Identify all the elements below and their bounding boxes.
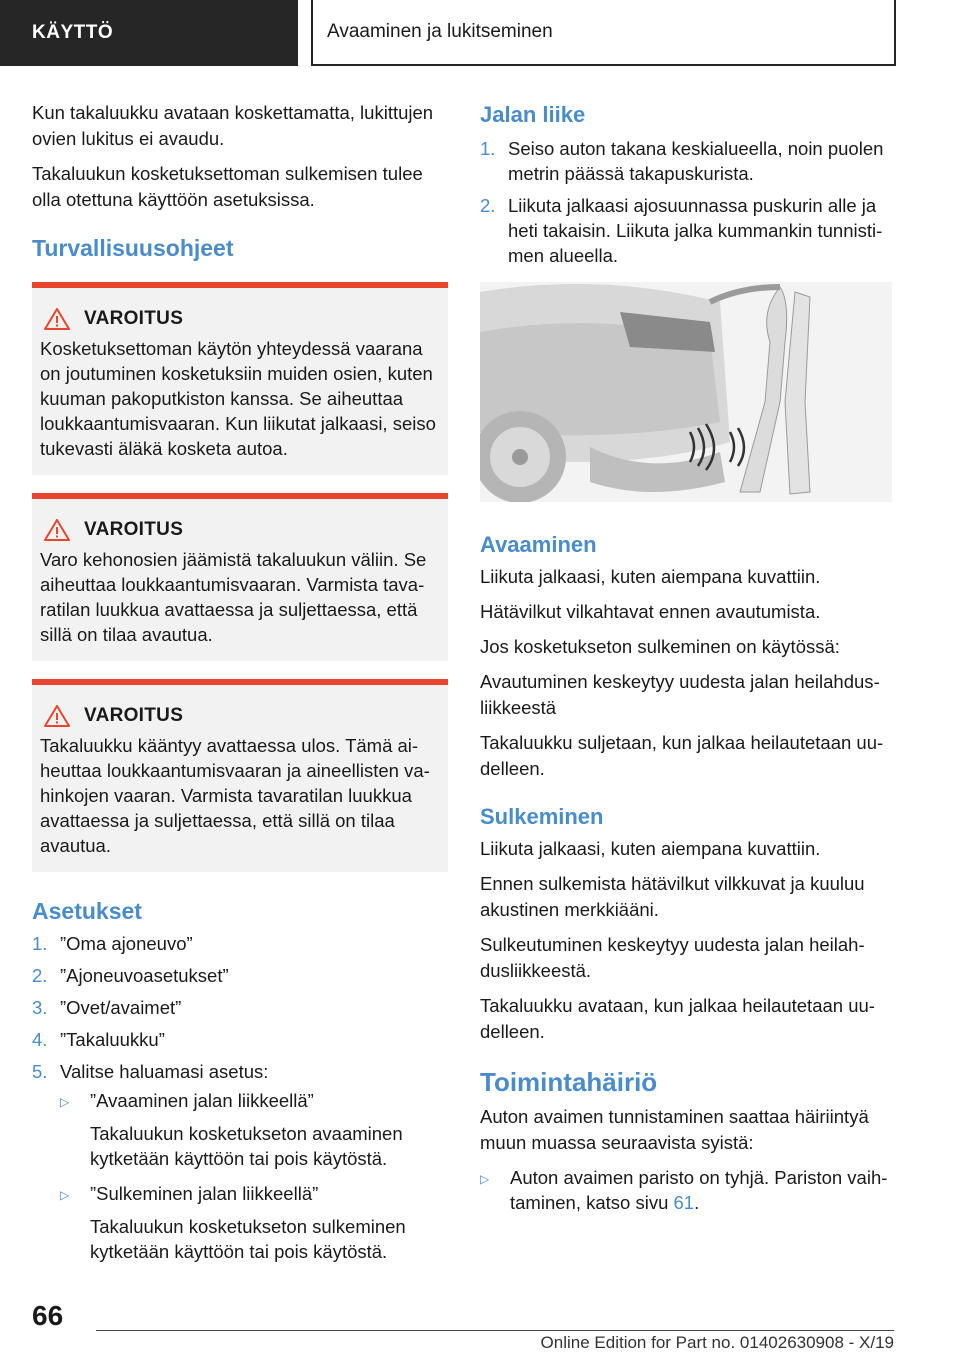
list-item: 2. Liikuta jalkaasi ajosuunnassa puskurin alle ja heti takaisin. Liikuta jalka kummankin tunnistimen alueella. <box>480 195 883 266</box>
list-item: 5. Valitse haluamasi asetus: ▷ ”Avaaminen jalan liikkeellä” Takaluukun kosketukseton avaaminen kytketään käyttöön tai pois käytöstä. ▷ ”Sulkeminen jalan liikkeellä” Takaluukun kosketukseton sulkeminen kytketään käyttöön tai pois käytöstä. <box>32 1059 448 1271</box>
chapter-title-box <box>311 0 896 66</box>
malfunction-heading: Toimintahäiriö <box>480 1067 658 1097</box>
warning-title: VAROITUS <box>84 519 184 540</box>
foot-movement-heading: Jalan liike <box>480 102 586 127</box>
warning-text: Takaluukku kääntyy avattaessa ulos. Tämä aiheuttaa loukkaantumisvaaran ja aineellisten vahinkojen vaaran. Varmista tavaratilan luukkua avattaessa ja suljettaessa, että sillä on tilaa avautua. <box>40 735 430 856</box>
safety-heading: Turvallisuusohjeet <box>32 235 234 261</box>
page-link[interactable]: 61 <box>673 1192 695 1213</box>
closing-paragraph: Liikuta jalkaasi, kuten aiempana kuvattiin. <box>480 838 821 859</box>
closing-paragraph: Takaluukku avataan, kun jalkaa heilautetaan uudelleen. <box>480 995 875 1042</box>
kick-sensor-illustration <box>480 282 892 502</box>
list-item: 1. ”Oma ajoneuvo” <box>32 933 193 954</box>
triangle-bullet-icon: ▷ <box>60 1188 70 1202</box>
warning-triangle-icon <box>44 308 70 330</box>
opening-heading: Avaaminen <box>480 532 597 557</box>
warning-triangle-icon <box>44 519 70 541</box>
option-item: ▷ ”Sulkeminen jalan liikkeellä” Takaluukun kosketukseton sulkeminen kytketään käyttöön tai pois käytöstä. <box>60 1183 406 1262</box>
warning-title: VAROITUS <box>84 308 184 329</box>
list-item: 4. ”Takaluukku” <box>32 1029 165 1050</box>
warning-box-3 <box>32 679 448 872</box>
opening-paragraph: Takaluukku suljetaan, kun jalkaa heilautetaan uudelleen. <box>480 732 884 779</box>
warning-box-2 <box>32 493 448 661</box>
intro-paragraph-1: Kun takaluukku avataan koskettamatta, lukittujen ovien lukitus ei avaudu. <box>32 102 434 149</box>
warning-text: Varo kehonosien jäämistä takaluukun väliin. Se aiheuttaa loukkaantumisvaaran. Varmista tavaratilan luukkua avattaessa ja suljettaessa, että sillä on tilaa avautua. <box>40 549 427 645</box>
list-item: ▷ Auton avaimen paristo on tyhjä. Pariston vaihtaminen, katso sivu 61. <box>480 1167 888 1213</box>
list-item: 2. ”Ajoneuvoasetukset” <box>32 965 229 986</box>
closing-paragraph: Ennen sulkemista hätävilkut vilkkuvat ja kuuluu akustinen merkkiääni. <box>480 873 865 920</box>
option-item: ▷ ”Avaaminen jalan liikkeellä” Takaluukun kosketukseton avaaminen kytketään käyttöön tai pois käytöstä. <box>60 1090 403 1169</box>
warning-title: VAROITUS <box>84 705 184 726</box>
list-item: 3. ”Ovet/avaimet” <box>32 997 182 1018</box>
warning-text: Kosketuksettoman käytön yhteydessä vaarana on joutuminen kosketuksiin muiden osien, kuten kuuman pakoputkiston kanssa. Se aiheuttaa loukkaantumisvaaran. Kun liikutat jalkaasi, seiso tukevasti äläkä kosketa autoa. <box>40 338 436 459</box>
settings-heading: Asetukset <box>32 898 142 924</box>
list-item: 1. Seiso auton takana keskialueella, noin puolen metrin päässä takapuskurista. <box>480 138 884 184</box>
chapter-title: Avaaminen ja lukitseminen <box>327 21 553 42</box>
closing-paragraph: Sulkeutuminen keskeytyy uudesta jalan heilahdusliikkeestä. <box>480 934 865 981</box>
section-tab <box>0 0 298 66</box>
triangle-bullet-icon: ▷ <box>480 1172 490 1186</box>
opening-paragraph: Avautuminen keskeytyy uudesta jalan heilahdusliikkeestä <box>480 671 880 718</box>
left-column <box>32 100 448 1278</box>
opening-paragraph: Hätävilkut vilkahtavat ennen avautumista. <box>480 601 821 622</box>
footer-text: Online Edition for Part no. 01402630908 - X/19 <box>540 1333 894 1352</box>
malfunction-intro: Auton avaimen tunnistaminen saattaa häiriintyä muun muassa seuraavista syistä: <box>480 1106 869 1153</box>
intro-paragraph-2: Takaluukun kosketuksettoman sulkemisen tulee olla otettuna käyttöön asetuksissa. <box>32 163 423 210</box>
opening-paragraph: Jos kosketukseton sulkeminen on käytössä: <box>480 636 840 657</box>
triangle-bullet-icon: ▷ <box>60 1095 70 1109</box>
closing-heading: Sulkeminen <box>480 804 604 829</box>
option-list <box>60 1088 448 1271</box>
settings-steps <box>32 931 448 1271</box>
foot-steps <box>480 136 892 268</box>
right-column <box>480 100 892 1217</box>
malfunction-list <box>480 1165 892 1215</box>
car-rear-illustration <box>480 282 892 502</box>
warning-triangle-icon <box>44 705 70 727</box>
page-number: 66 <box>32 1300 64 1331</box>
footer-divider <box>96 1330 894 1331</box>
warning-box-1 <box>32 282 448 475</box>
opening-paragraph: Liikuta jalkaasi, kuten aiempana kuvattiin. <box>480 566 821 587</box>
section-label: KÄYTTÖ <box>32 22 114 43</box>
